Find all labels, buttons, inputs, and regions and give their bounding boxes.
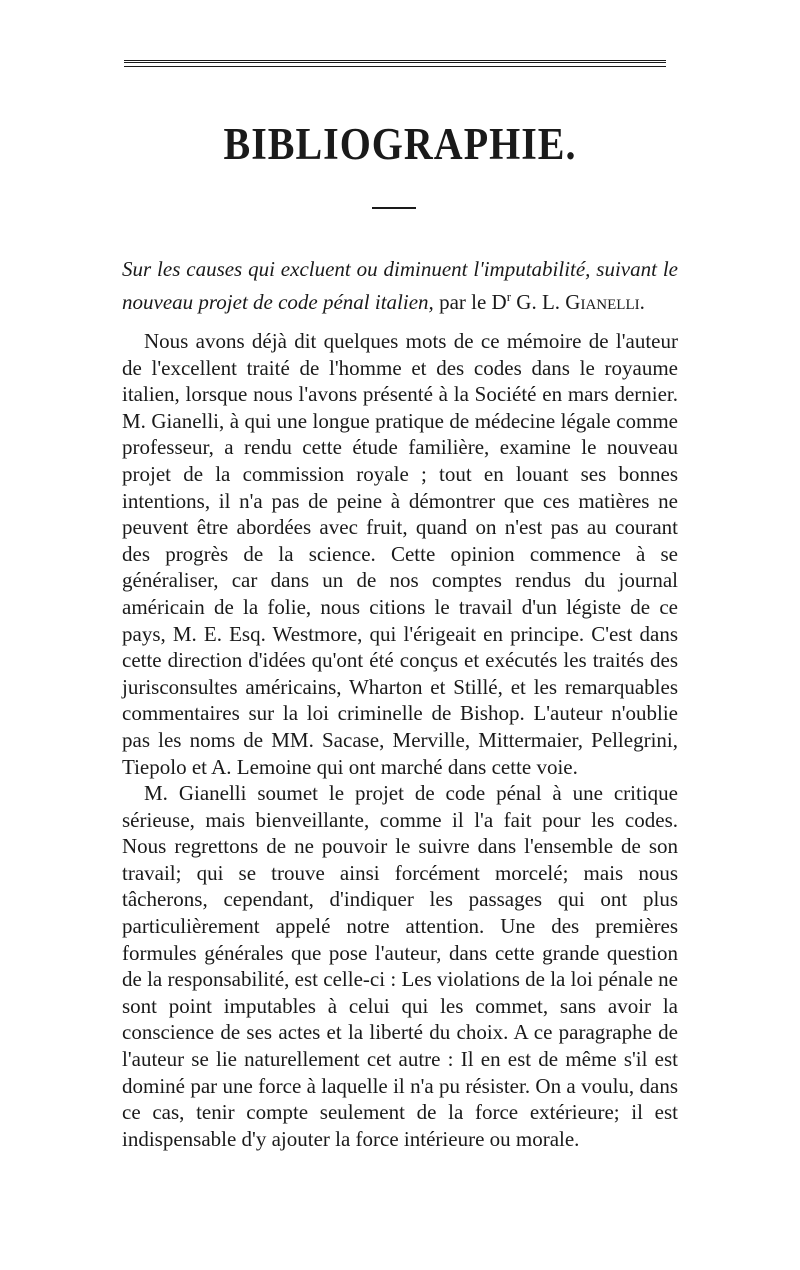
- subtitle-dr-superscript: r: [506, 289, 512, 304]
- paragraph-1: Nous avons déjà dit quelques mots de ce mémoire de l'auteur de l'excellent traité de l'homme et des codes dans le royaume italien, lorsque nous l'avons présenté à la Société en mars dernier. M. Gianelli, à qui une longue pratique de médecine légale comme professeur, a rendu cette étude familière, examine le nouveau projet de la commission royale ; tout en louant ses bonnes intentions, il n'a pas de peine à démontrer que ces matières ne peuvent être abordées avec fruit, quand on n'est pas au courant des progrès de la science. Cette opinion commence à se généraliser, car dans un de nos comptes rendus du journal américain de la folie, nous citions le travail d'un légiste de ce pays, M. E. Esq. Westmore, qui l'érigeait en principe. C'est dans cette direction d'idées qu'ont été conçus et exécutés les traités des jurisconsultes américains, Wharton et Stillé, et les remarquables commentaires sur la loi criminelle de Bishop. L'auteur n'oublie pas les noms de MM. Sacase, Merville, Mittermaier, Pellegrini, Tiepolo et A. Lemoine qui ont marché dans cette voie.: [122, 329, 678, 779]
- article-body: [122, 328, 678, 1152]
- subtitle-italic-title: Sur les causes qui excluent ou diminuent l'imputabilité, suivant le nouveau projet de code pénal italien,: [122, 257, 678, 314]
- review-subtitle: [122, 255, 678, 316]
- heading-divider: [372, 207, 416, 209]
- page-heading: BIBLIOGRAPHIE.: [223, 117, 577, 170]
- subtitle-author-initials: G. L.: [511, 290, 566, 314]
- paragraph-2: M. Gianelli soumet le projet de code pénal à une critique sérieuse, mais bienveillante, comme il l'a fait pour les codes. Nous regrettons de ne pouvoir le suivre dans l'ensemble de son travail; qui se trouve ainsi forcément morcelé; mais nous tâcherons, cependant, d'indiquer les passages qui ont plus particulièrement appelé notre attention. Une des premières formules générales que pose l'auteur, dans cette grande question de la responsabilité, est celle-ci : Les violations de la loi pénale ne sont point imputables à celui qui les commet, sans avoir la conscience de ses actes et la liberté du choix. A ce paragraphe de l'auteur se lie naturellement cet autre : Il en est de même s'il est dominé par une force à laquelle il n'a pu résister. On a voulu, dans ce cas, tenir compte seulement de la force extérieure; il est indispensable d'y ajouter la force intérieure ou morale.: [122, 781, 678, 1151]
- top-double-rule: [124, 60, 666, 67]
- subtitle-author-name: Gianelli.: [565, 290, 645, 314]
- subtitle-by: par le D: [433, 290, 507, 314]
